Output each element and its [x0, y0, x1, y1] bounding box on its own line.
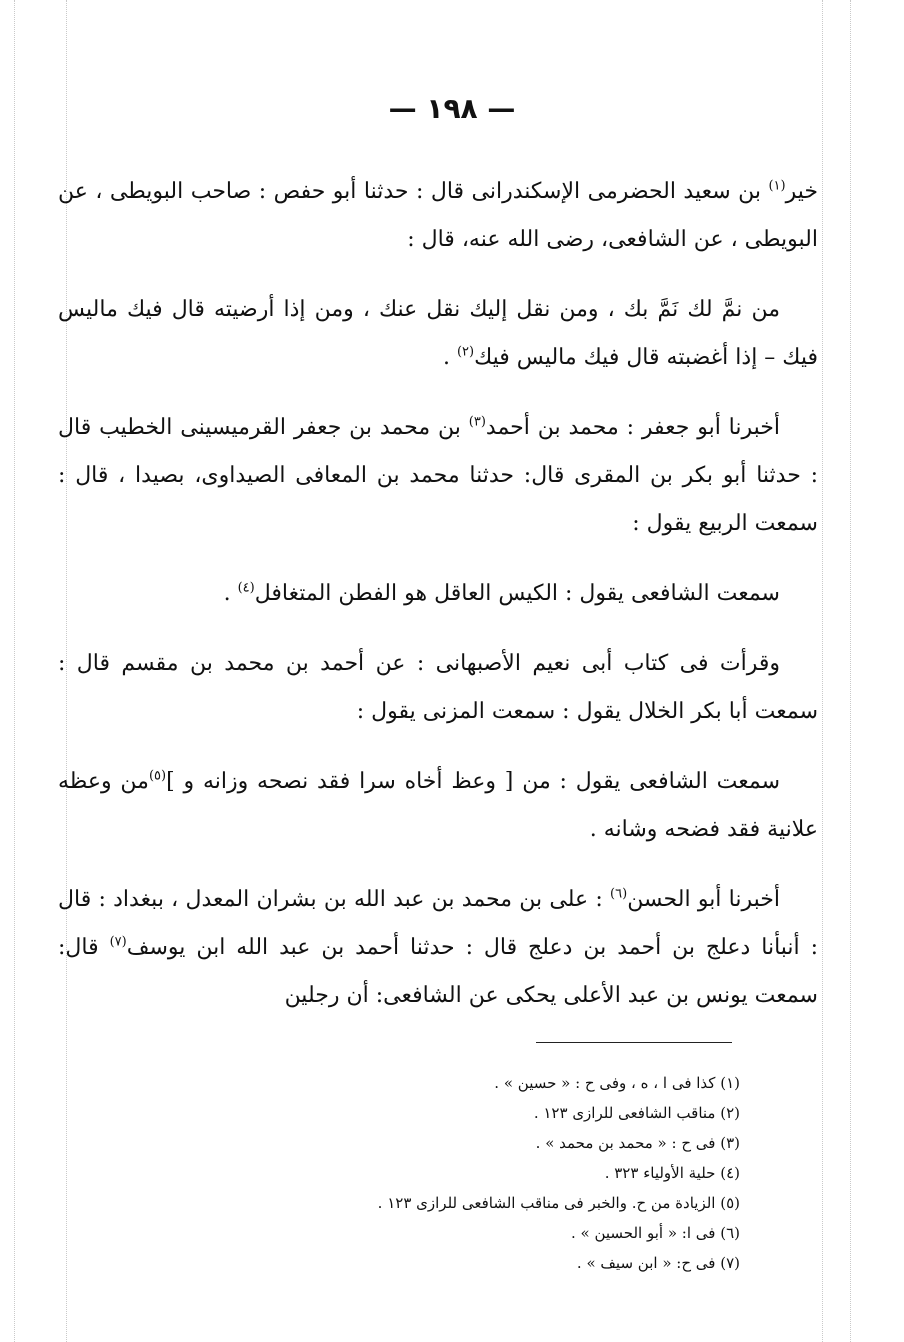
- paragraph-text: بن محمد بن جعفر القرميسينى الخطيب قال : حدثنا أبو بكر بن المقرى قال: حدثنا محمد بن المعافى الصيداوى، بصيدا ، قال : سمعت الربيع يقول :: [58, 415, 818, 536]
- paragraph-text: من نمَّ لك نَمَّ بك ، ومن نقل إليك نقل عنك ، ومن إذا أرضيته قال فيك ماليس فيك – إذا أغضبته قال فيك ماليس فيك: [58, 297, 818, 370]
- paragraph-text: .: [442, 345, 457, 370]
- footnote-separator: [536, 1042, 732, 1043]
- footnote-ref: (١): [768, 178, 786, 194]
- footnote-item: (٤) حلية الأولياء ٣٢٣ .: [604, 1164, 740, 1182]
- paragraph-text: سمعت الشافعى يقول : الكيس العاقل هو الفطن المتغافل: [254, 581, 780, 606]
- paragraph-text: بن سعيد الحضرمى الإسكندرانى قال : حدثنا أبو حفص : صاحب البويطى ، عن البويطى ، عن الشافعى، رضى الله عنه، قال :: [58, 179, 818, 252]
- paragraph-text: : على بن محمد بن عبد الله بن بشران المعدل ، ببغداد : قال : أنبأنا دعلج بن أحمد بن دعلج قال : حدثنا أحمد بن عبد الله ابن يوسف: [58, 887, 819, 960]
- paragraph-text: من وعظه علانية فقد فضحه وشانه .: [58, 769, 818, 842]
- footnote-item: (٢) مناقب الشافعى للرازى ١٢٣ .: [533, 1104, 740, 1122]
- paragraph-text: .: [223, 581, 238, 606]
- paragraph-text: خير: [785, 179, 818, 204]
- footnote-item: (٥) الزيادة من ح. والخبر فى مناقب الشافعى للرازى ١٢٣ .: [377, 1194, 740, 1212]
- footnote-item: (١) كذا فى ا ، ه ، وفى ح : « حسين » .: [494, 1074, 740, 1092]
- paragraph-2: [58, 286, 818, 382]
- main-text: [58, 168, 818, 1042]
- paragraph-6: [58, 758, 818, 854]
- paragraph-text: سمعت الشافعى يقول : من [ وعظ أخاه سرا فقد نصحه وزانه و ]: [166, 769, 780, 794]
- page-number: — ١٩٨ —: [388, 92, 516, 125]
- paragraph-3: [58, 404, 818, 548]
- footnote-ref: (٧): [109, 934, 127, 950]
- footnote-ref: (٥): [148, 768, 167, 784]
- paragraph-1: [58, 168, 818, 264]
- paragraph-text: قال: سمعت يونس بن عبد الأعلى يحكى عن الشافعى: أن رجلين: [58, 935, 818, 1008]
- paragraph-text: وقرأت فى كتاب أبى نعيم الأصبهانى : عن أحمد بن محمد بن مقسم قال : سمعت أبا بكر الخلال يقول : سمعت المزنى يقول :: [58, 651, 818, 724]
- footnote-item: (٧) فى ح: « ابن سيف » .: [576, 1254, 740, 1272]
- footnote-item: (٦) فى ا: « أبو الحسين » .: [570, 1224, 740, 1242]
- footnote-ref: (٦): [610, 886, 628, 902]
- footnote-ref: (٤): [237, 580, 255, 596]
- footnote-item: (٣) فى ح : « محمد بن محمد » .: [535, 1134, 740, 1152]
- paragraph-4: [58, 570, 818, 618]
- paragraph-5: [58, 640, 818, 736]
- scan-guide-line: [14, 0, 15, 1342]
- footnote-ref: (٣): [468, 414, 486, 430]
- footnotes-list: [200, 1068, 740, 1278]
- paragraph-text: أخبرنا أبو الحسن: [627, 887, 780, 912]
- scan-guide-line: [850, 0, 851, 1342]
- paragraph-text: أخبرنا أبو جعفر : محمد بن أحمد: [485, 415, 780, 440]
- paragraph-7: [58, 876, 818, 1020]
- scan-guide-line: [822, 0, 823, 1342]
- footnote-ref: (٢): [456, 344, 475, 360]
